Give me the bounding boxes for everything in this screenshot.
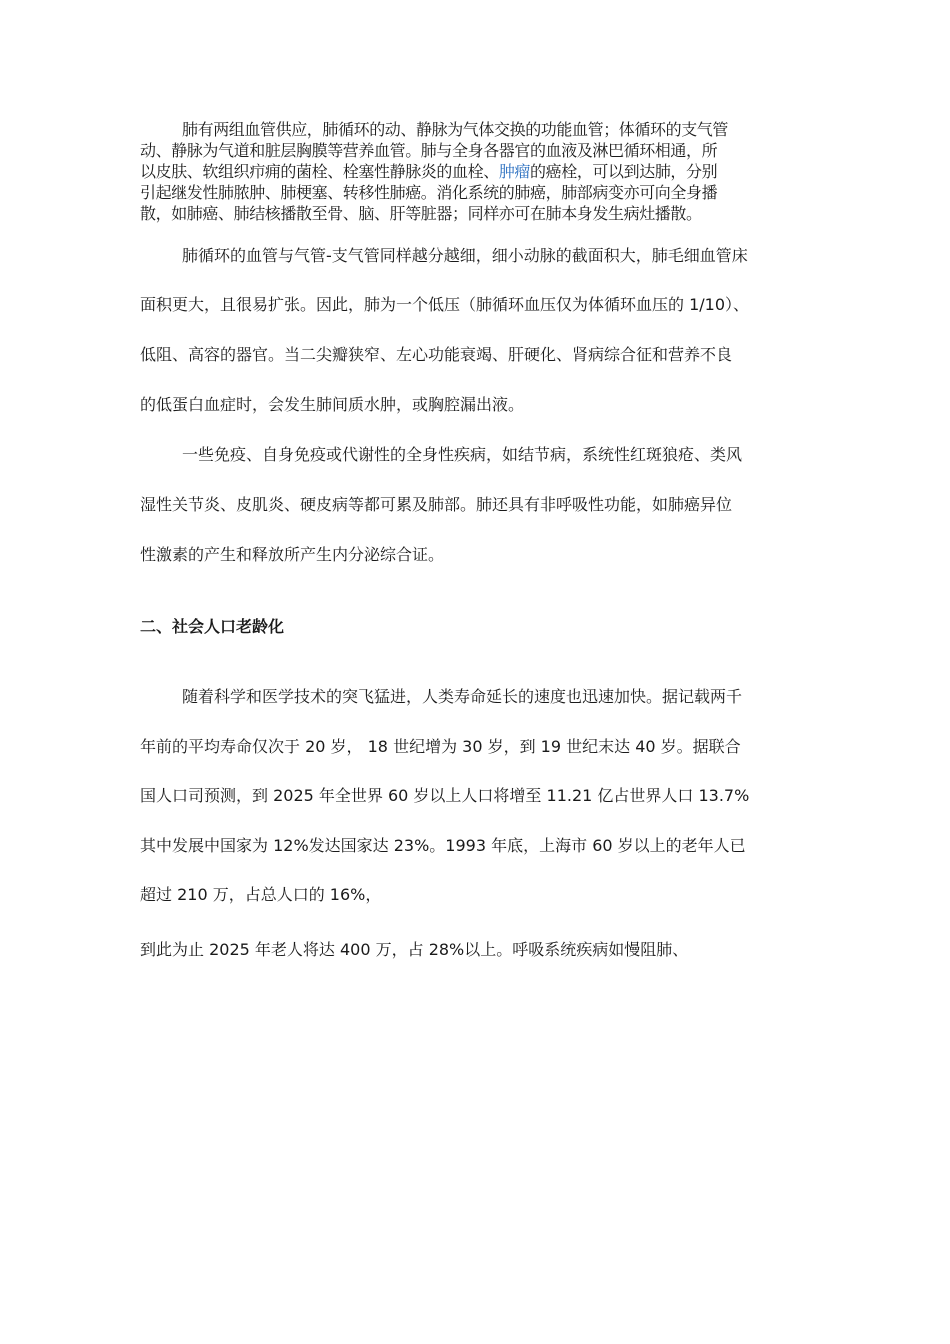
paragraph-1-line-2: 动、静脉为气道和脏层胸膜等营养血管。肺与全身各器官的血液及淋巴循环相通，所 <box>140 141 718 160</box>
paragraph-1-line-3-pre: 以皮肤、软组织疖痈的菌栓、栓塞性静脉炎的血栓、 <box>140 162 499 181</box>
paragraph-3-line-2: 湿性关节炎、皮肌炎、硬皮病等都可累及肺部。肺还具有非呼吸性功能，如肺癌异位 <box>140 495 733 514</box>
paragraph-3-line-1: 一些免疫、自身免疫或代谢性的全身性疾病，如结节病，系统性红斑狼疮、类风 <box>182 445 743 464</box>
tumor-link[interactable]: 肿瘤 <box>498 162 531 181</box>
paragraph-2-line-3: 低阻、高容的器官。当二尖瓣狭窄、左心功能衰竭、肝硬化、肾病综合征和营养不良 <box>140 345 733 364</box>
paragraph-1-line-5: 散，如肺癌、肺结核播散至骨、脑、肝等脏器；同样亦可在肺本身发生病灶播散。 <box>140 204 702 223</box>
paragraph-5-line-1: 到此为止 2025 年老人将达 400 万，占 28%以上。呼吸系统疾病如慢阻肺、 <box>140 940 689 959</box>
paragraph-4-line-4: 其中发展中国家为 12%发达国家达 23%。1993 年底，上海市 60 岁以上的老年人已 <box>140 836 746 855</box>
paragraph-3-line-3: 性激素的产生和释放所产生内分泌综合证。 <box>140 545 445 564</box>
paragraph-1-line-1: 肺有两组血管供应，肺循环的动、静脉为气体交换的功能血管；体循环的支气管 <box>182 120 729 139</box>
paragraph-4-line-5: 超过 210 万，占总人口的 16%， <box>140 885 382 904</box>
paragraph-1-line-3-post: 的癌栓，可以到达肺，分别 <box>530 162 718 181</box>
paragraph-2-line-2: 面积更大，且很易扩张。因此，肺为一个低压（肺循环血压仅为体循环血压的 1/10）、 <box>140 295 750 314</box>
paragraph-4-line-1: 随着科学和医学技术的突飞猛进，人类寿命延长的速度也迅速加快。据记载两千 <box>182 687 743 706</box>
paragraph-1-line-3 <box>140 162 717 182</box>
paragraph-4-line-2: 年前的平均寿命仅次于 20 岁， 18 世纪增为 30 岁，到 19 世纪末达 40 岁。据联合 <box>140 737 741 756</box>
paragraph-1-line-4: 引起继发性肺脓肿、肺梗塞、转移性肺癌。消化系统的肺癌，肺部病变亦可向全身播 <box>140 183 718 202</box>
paragraph-4-line-3: 国人口司预测，到 2025 年全世界 60 岁以上人口将增至 11.21 亿占世界人口 13.7% <box>140 786 750 805</box>
section-heading: 二、社会人口老龄化 <box>140 617 285 636</box>
paragraph-2-line-1: 肺循环的血管与气管-支气管同样越分越细，细小动脉的截面积大，肺毛细血管床 <box>182 246 748 265</box>
paragraph-2-line-4: 的低蛋白血症时，会发生肺间质水肿，或胸腔漏出液。 <box>140 395 525 414</box>
